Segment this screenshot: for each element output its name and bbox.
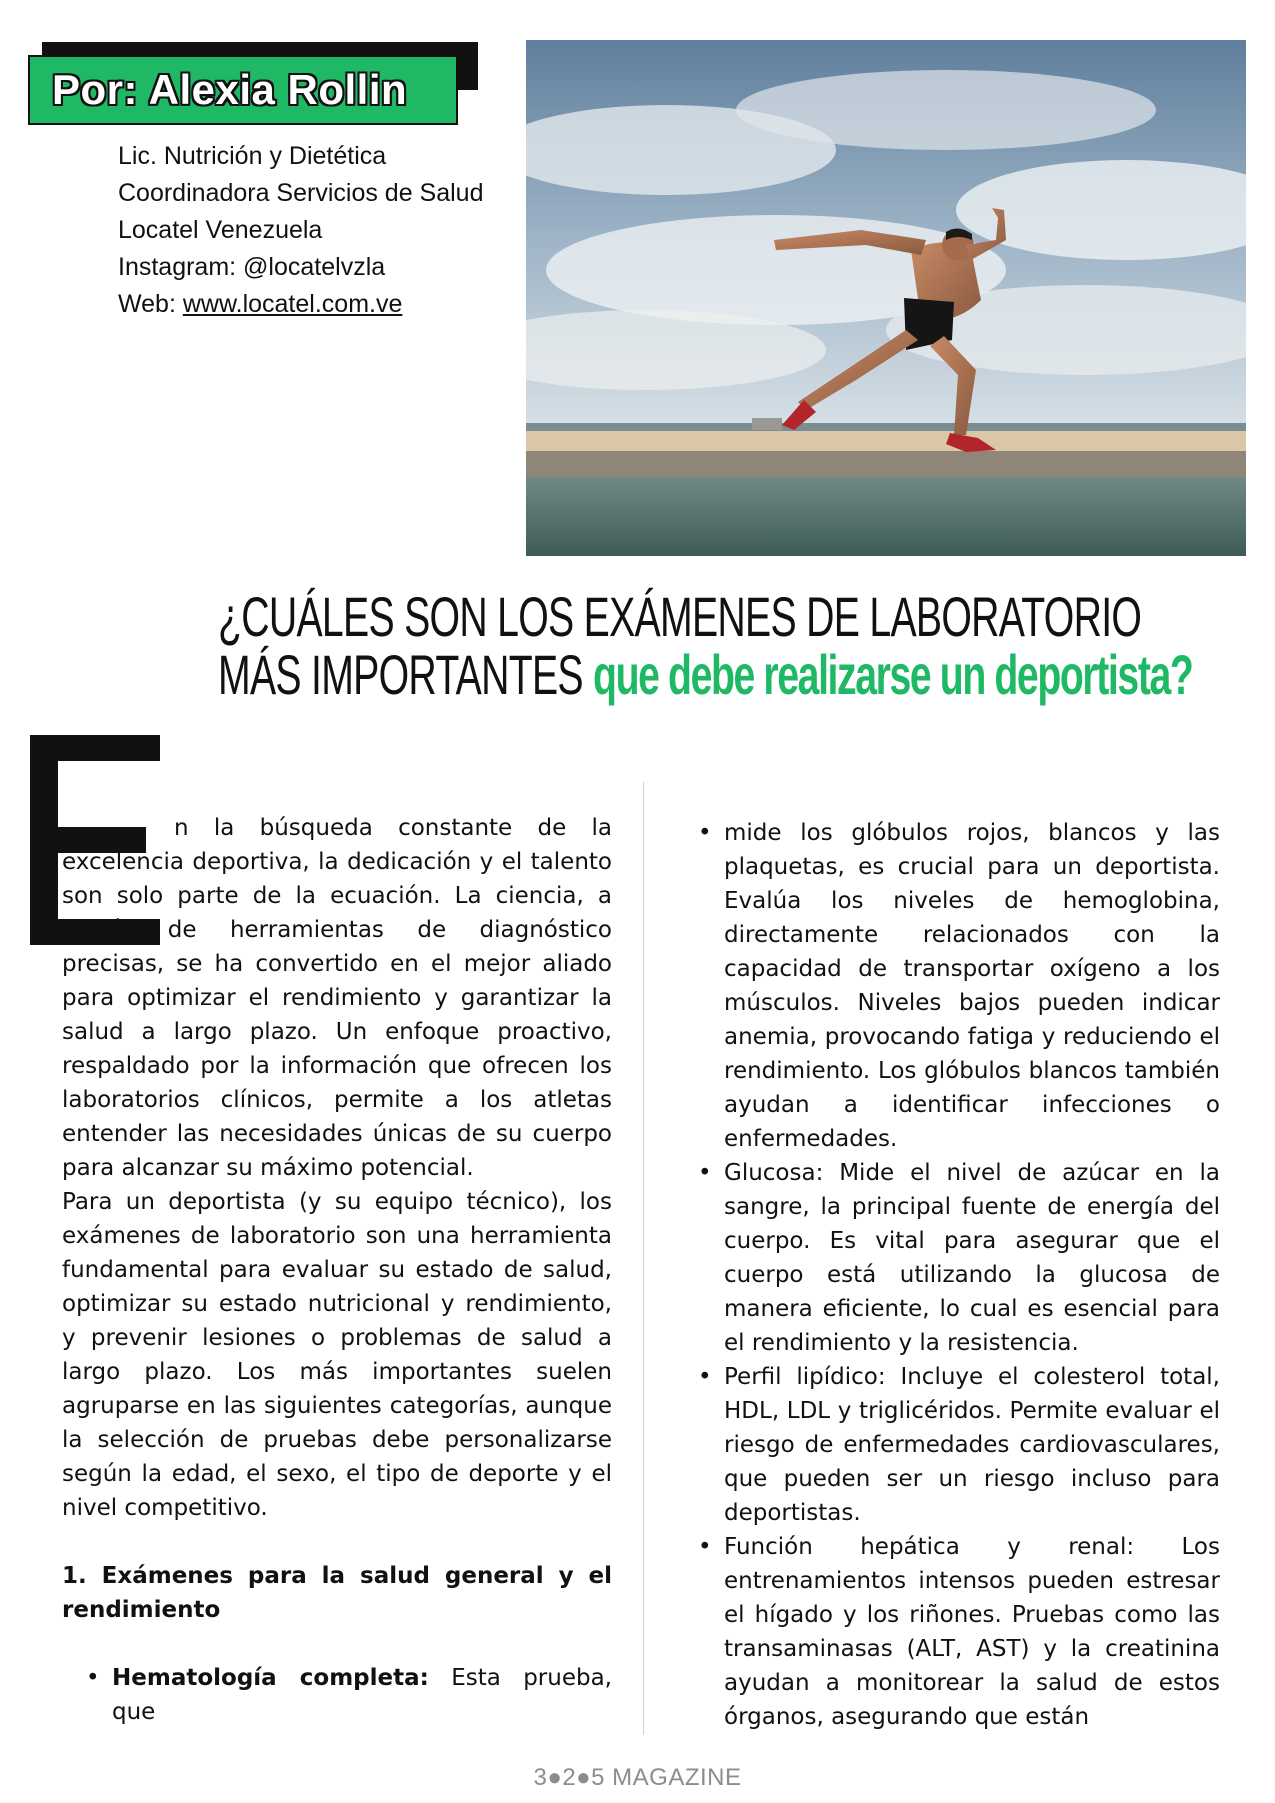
credential-instagram: Instagram: @locatelvzla <box>118 253 386 281</box>
article-headline <box>218 585 1258 706</box>
bullet-hematologia-text: Esta prueba, que <box>112 1665 612 1725</box>
headline-line-2-dark: MÁS IMPORTANTES <box>218 643 594 706</box>
right-column <box>698 816 1220 1734</box>
author-credentials <box>118 138 484 323</box>
list-item: • mide los glóbulos rojos, blancos y las plaquetas, es crucial para un deportista. Evalúa los niveles de hemoglobina, directamente relacionados con la capacidad de transportar oxígeno a los músculos. Niveles bajos pueden indicar anemia, provocando fatiga y reduciendo el rendimiento. Los glóbulos blancos también ayudan a identificar infecciones o enfermedades. <box>698 816 1220 1156</box>
left-column <box>62 811 612 1729</box>
author-byline: Por: Alexia Rollin <box>52 66 408 113</box>
bullet-hematologia-label: Hematología completa: <box>112 1665 429 1691</box>
intro-paragraph: n la búsqueda constante de la excelencia deportiva, la dedicación y el talento son solo parte de la ecuación. La ciencia, a través de herramientas de diagnóstico precisas, se ha convertido en el mejor aliado para optimizar el rendimiento y garantizar la salud a largo plazo. Un enfoque proactivo, respaldado por la información que ofrecen los laboratorios clínicos, permite a los atletas entender las necesidades únicas de su cuerpo para alcanzar su máximo potencial. <box>62 815 612 1181</box>
list-item: • Perfil lipídico: Incluye el colesterol total, HDL, LDL y triglicéridos. Permite evaluar el riesgo de enfermedades cardiovasculares, que pueden ser un riesgo incluso para deportistas. <box>698 1360 1220 1530</box>
list-item: • Función hepática y renal: Los entrenamientos intensos pueden estresar el hígado y los riñones. Pruebas como las transaminasas (ALT, AST) y la creatinina ayudan a monitorear la salud de estos órganos, asegurando que están <box>698 1530 1220 1734</box>
credential-degree: Lic. Nutrición y Dietética <box>118 142 387 170</box>
credential-web <box>118 286 484 323</box>
section-1-heading: 1. Exámenes para la salud general y el rendimiento <box>62 1563 612 1623</box>
credential-role: Coordinadora Servicios de Salud <box>118 179 484 207</box>
headline-line-2 <box>218 643 1193 706</box>
web-link[interactable]: www.locatel.com.ve <box>182 290 403 318</box>
author-byline-box <box>28 55 458 125</box>
web-label: Web: <box>118 290 183 318</box>
paragraph-2: Para un deportista (y su equipo técnico), los exámenes de laboratorio son una herramienta fundamental para evaluar su estado de salud, optimizar su estado nutricional y rendimiento, y prevenir lesiones o problemas de salud a largo plazo. Los más importantes suelen agruparse en las siguientes categorías, aunque la selección de pruebas debe personalizarse según la edad, el sexo, el tipo de deporte y el nivel competitivo. <box>62 1189 612 1521</box>
lab-tests-list <box>698 816 1220 1734</box>
magazine-footer: 3●2●5 MAGAZINE <box>533 1764 742 1791</box>
list-item: • Glucosa: Mide el nivel de azúcar en la sangre, la principal fuente de energía del cuerpo. Es vital para asegurar que el cuerpo está utilizando la glucosa de manera eficiente, lo cual es esencial para el rendimiento y la resistencia. <box>698 1156 1220 1360</box>
credential-company: Locatel Venezuela <box>118 216 323 244</box>
column-divider <box>643 782 644 1735</box>
bullet-hematologia <box>62 1661 612 1729</box>
runner-photo <box>526 40 1246 556</box>
headline-line-1: ¿CUÁLES SON LOS EXÁMENES DE LABORATORIO <box>218 585 1142 648</box>
headline-line-2-green: que debe realizarse un deportista? <box>593 643 1193 706</box>
